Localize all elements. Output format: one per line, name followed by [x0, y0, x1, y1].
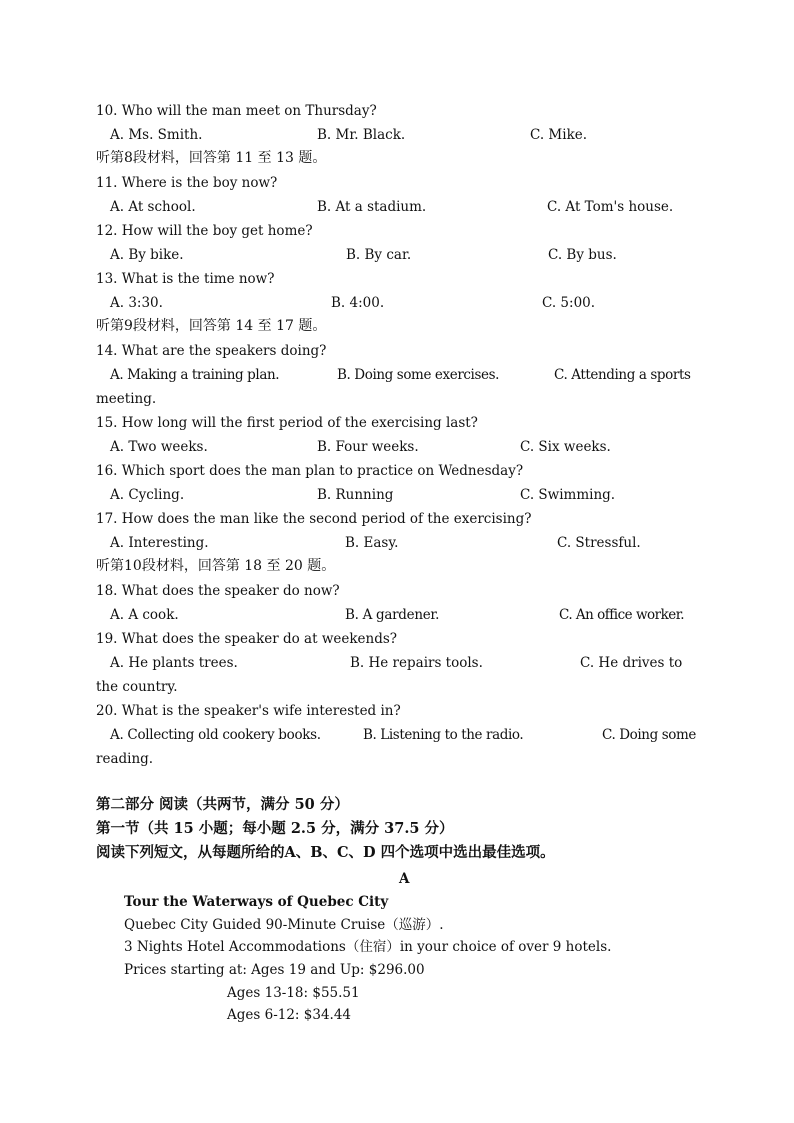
q16-option-b: B. Running [317, 487, 394, 503]
q10-option-a: A. Ms. Smith. [110, 127, 203, 143]
q15-option-a: A. Two weeks. [110, 439, 208, 455]
passage-line-prices: Prices starting at: Ages 19 and Up: $296.00 [124, 962, 425, 978]
question-12: 12. How will the boy get home? [96, 223, 313, 239]
q11-option-a: A. At school. [110, 199, 196, 215]
q19-option-b: B. He repairs tools. [350, 655, 483, 671]
q17-option-a: A. Interesting. [110, 535, 209, 551]
question-15: 15. How long will the first period of the exercising last? [96, 415, 478, 431]
q20-option-a: A. Collecting old cookery books. [110, 727, 321, 743]
question-14: 14. What are the speakers doing? [96, 343, 327, 359]
q13-option-b: B. 4:00. [331, 295, 385, 311]
passage-line-ages-6-12: Ages 6-12: $34.44 [227, 1007, 352, 1023]
q16-option-c: C. Swimming. [520, 487, 616, 503]
q20-option-c-wrap: reading. [96, 751, 154, 767]
question-18: 18. What does the speaker do now? [96, 583, 340, 599]
question-20: 20. What is the speaker's wife interested in? [96, 703, 401, 719]
section-2-instruction: 阅读下列短文，从每题所给的A、B、C、D 四个选项中选出最佳选项。 [96, 844, 555, 861]
q11-option-b: B. At a stadium. [317, 199, 427, 215]
question-10: 10. Who will the man meet on Thursday? [96, 103, 377, 119]
q16-option-a: A. Cycling. [110, 487, 185, 503]
section-header-10: 听第10段材料，回答第 18 至 20 题。 [96, 558, 336, 574]
question-16: 16. Which sport does the man plan to practice on Wednesday? [96, 463, 524, 479]
section-header-9: 听第9段材料，回答第 14 至 17 题。 [96, 318, 327, 334]
q14-option-c-wrap: meeting. [96, 391, 157, 407]
passage-line-cruise: Quebec City Guided 90-Minute Cruise（巡游）. [124, 917, 444, 933]
q19-option-c: C. He drives to [580, 655, 683, 671]
q10-option-b: B. Mr. Black. [317, 127, 406, 143]
q14-option-b: B. Doing some exercises. [337, 367, 499, 383]
q14-option-a: A. Making a training plan. [110, 367, 280, 383]
q18-option-c: C. An office worker. [559, 607, 685, 623]
q19-option-a: A. He plants trees. [110, 655, 238, 671]
q17-option-c: C. Stressful. [557, 535, 641, 551]
q15-option-b: B. Four weeks. [317, 439, 419, 455]
q19-option-c-wrap: the country. [96, 679, 178, 695]
q15-option-c: C. Six weeks. [520, 439, 611, 455]
q20-option-b: B. Listening to the radio. [363, 727, 524, 743]
q20-option-c: C. Doing some [602, 727, 696, 743]
q14-option-c: C. Attending a sports [554, 367, 691, 383]
q12-option-c: C. By bus. [548, 247, 617, 263]
q10-option-c: C. Mike. [530, 127, 588, 143]
q13-option-c: C. 5:00. [542, 295, 596, 311]
passage-title: Tour the Waterways of Quebec City [124, 894, 389, 910]
passage-line-hotel: 3 Nights Hotel Accommodations（住宿）in your choice of over 9 hotels. [124, 939, 612, 955]
question-11: 11. Where is the boy now? [96, 175, 278, 191]
section-2-title: 第二部分 阅读（共两节，满分 50 分） [96, 796, 349, 813]
q12-option-a: A. By bike. [110, 247, 184, 263]
section-2-subtitle: 第一节（共 15 小题；每小题 2.5 分，满分 37.5 分） [96, 820, 454, 837]
q12-option-b: B. By car. [346, 247, 412, 263]
q17-option-b: B. Easy. [345, 535, 399, 551]
q18-option-a: A. A cook. [110, 607, 179, 623]
q11-option-c: C. At Tom's house. [547, 199, 674, 215]
section-header-8: 听第8段材料，回答第 11 至 13 题。 [96, 150, 327, 166]
question-19: 19. What does the speaker do at weekends? [96, 631, 398, 647]
q13-option-a: A. 3:30. [110, 295, 163, 311]
passage-label: A [399, 871, 410, 887]
question-17: 17. How does the man like the second period of the exercising? [96, 511, 532, 527]
passage-line-ages-13-18: Ages 13-18: $55.51 [227, 985, 360, 1001]
question-13: 13. What is the time now? [96, 271, 275, 287]
q18-option-b: B. A gardener. [345, 607, 440, 623]
